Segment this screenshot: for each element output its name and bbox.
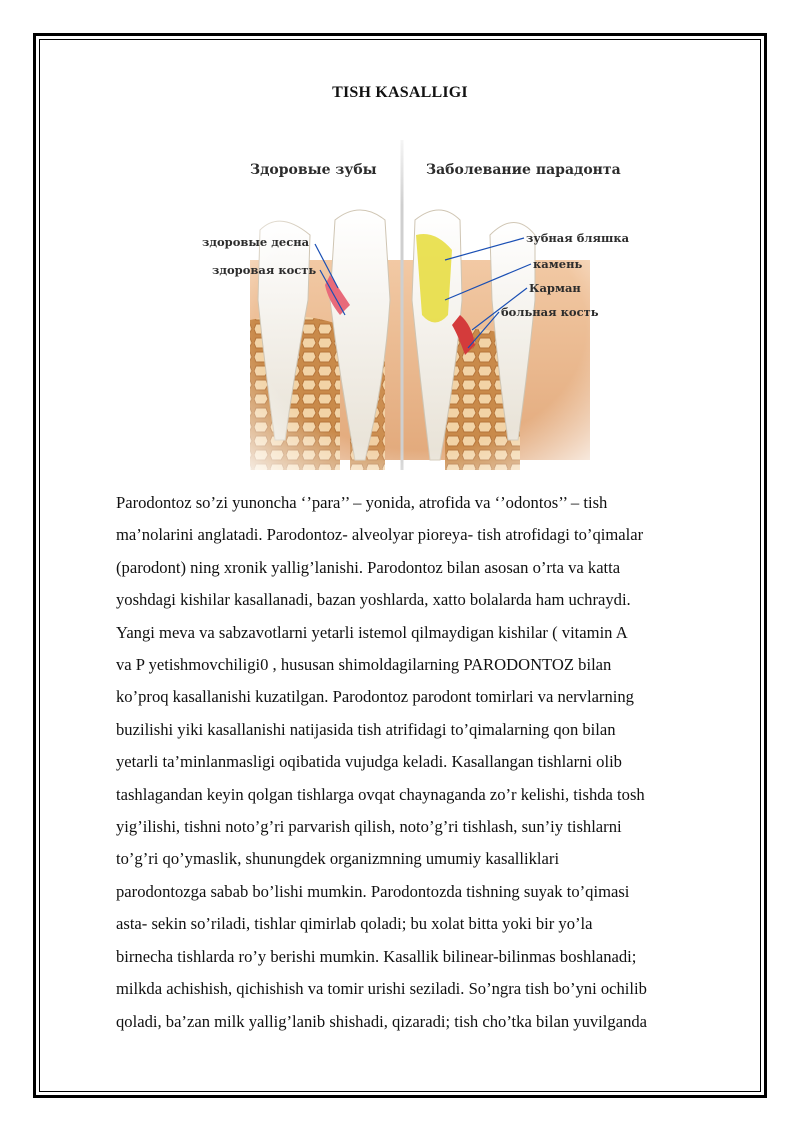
- label-healthy-bone: здоровая кость: [212, 263, 317, 277]
- label-stone: камень: [533, 257, 583, 271]
- document-title: TISH KASALLIGI: [332, 84, 468, 101]
- body-line: qoladi, ba’zan milk yallig’lanib shishadi, qizaradi; tish cho’tka bilan yuvilganda: [116, 1011, 648, 1031]
- right-caption: Заболевание парадонта: [426, 162, 621, 178]
- body-paragraph: [116, 487, 716, 1038]
- label-pocket: Карман: [529, 281, 581, 295]
- left-caption: Здоровые зубы: [250, 162, 377, 178]
- body-line: buzilishi yiki kasallanishi natijasida tish atrifidagi to’qimalarning qon bilan: [116, 719, 616, 739]
- body-line: Yangi meva va sabzavotlarni yetarli istemol qilmaydigan kishilar ( vitamin A: [116, 622, 628, 642]
- body-line: va P yetishmovchiligi0 , hususan shimoldagilarning PARODONTOZ bilan: [116, 655, 612, 675]
- label-healthy-gums: здоровые десна: [202, 235, 310, 249]
- label-diseased-bone: больная кость: [501, 305, 599, 319]
- label-plaque: зубная бляшка: [526, 231, 630, 245]
- periodontal-illustration: [190, 140, 650, 480]
- body-line: Parodontoz so’zi yunoncha ‘’para’’ – yonida, atrofida va ‘’odontos’’ – tish: [116, 493, 608, 512]
- body-line: parodontozga sabab bo’lishi mumkin. Parodontozda tishning suyak to’qimasi: [116, 881, 630, 901]
- body-line: milkda achishish, qichishish va tomir urishi seziladi. So’ngra tish bo’yni ochilib: [116, 979, 647, 999]
- body-line: ma’nolarini anglatadi. Parodontoz- alveolyar pioreya- tish atrofidagi to’qimalar: [116, 525, 644, 545]
- body-line: asta- sekin so’riladi, tishlar qimirlab qoladi; bu xolat bitta yoki bir yo’la: [116, 914, 593, 934]
- body-line: ko’proq kasallanishi kuzatilgan. Parodontoz parodont tomirlari va nervlarning: [116, 687, 634, 707]
- body-line: yig’ilishi, tishni noto’g’ri parvarish qilish, noto’g’ri tishlash, sun’iy tishlarni: [116, 817, 622, 837]
- body-line: yoshdagi kishilar kasallanadi, bazan yoshlarda, xatto bolalarda ham uchraydi.: [116, 590, 631, 610]
- body-line: tashlagandan keyin qolgan tishlarga ovqat chaynaganda zo’r kelishi, tishda tosh: [116, 784, 645, 804]
- body-line: (parodont) ning xronik yallig’lanishi. Parodontoz bilan asosan o’rta va katta: [116, 557, 621, 577]
- body-line: yetarli ta’minlanmasligi oqibatida vujudga keladi. Kasallangan tishlarni olib: [116, 752, 622, 772]
- body-line: to’g’ri qo’ymaslik, shunungdek organizmning umumiy kasalliklari: [116, 849, 560, 869]
- body-line: birnecha tishlarda ro’y berishi mumkin. Kasallik bilinear-bilinmas boshlanadi;: [116, 946, 637, 966]
